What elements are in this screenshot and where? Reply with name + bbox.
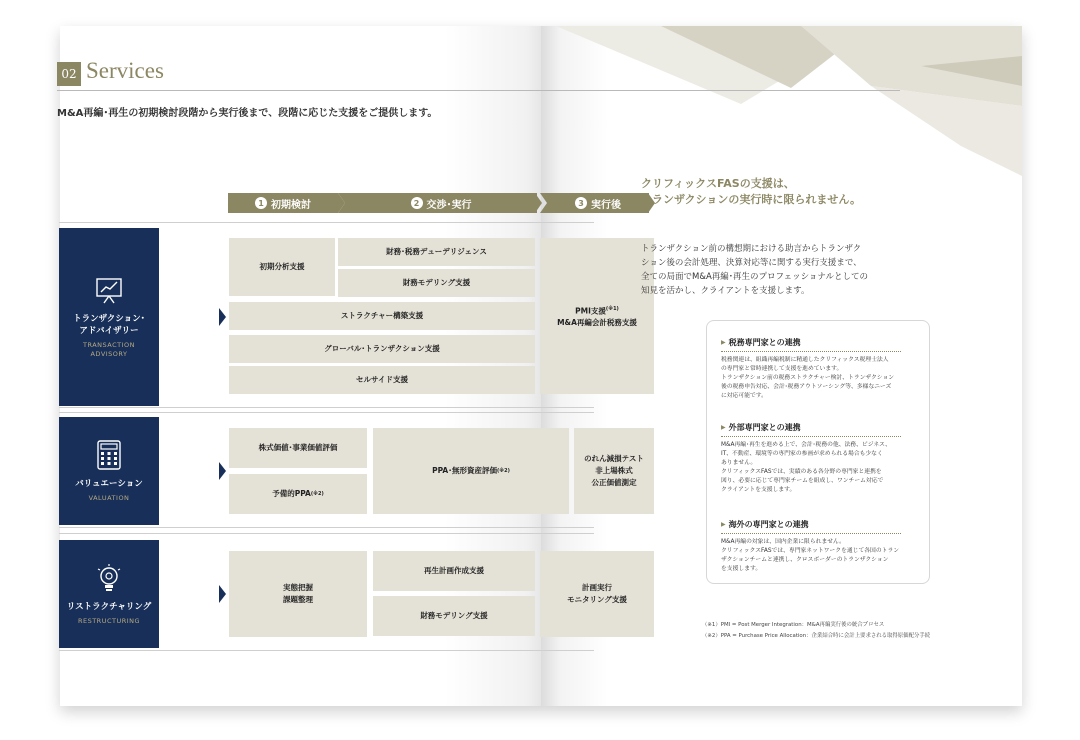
lead-text: M&A再編･再生の初期検討段階から実行後まで、段階に応じた支援をご提供します。 <box>57 108 438 119</box>
ppa-label: PPA･無形資産評価 <box>432 466 497 475</box>
phase-3-number: 3 <box>575 197 587 209</box>
cell-rehabilitation-plan: 再生計画作成支援 <box>373 551 535 591</box>
category-name: バリュエーション <box>75 478 143 489</box>
box-text-external <box>721 441 911 495</box>
phase-3-label <box>547 193 649 213</box>
category-transaction-advisory <box>59 228 159 406</box>
box-line: M&A再編の対象は、国内企業に限られません。 <box>721 539 845 545</box>
box-line: ありません。 <box>721 460 757 466</box>
category-english: VALUATION <box>88 493 130 502</box>
box-heading-external: ▶ 外部専門家との連携 <box>721 422 801 433</box>
footnote-2: （※2）PPA = Purchase Price Allocation：企業結合時に会計上要求される取得原価配分手続 <box>702 633 931 639</box>
phase-1-text: 初期検討 <box>271 199 311 211</box>
pmi-label-2: M&A再編会計税務支援 <box>557 318 637 328</box>
box-line: IT、不動産、環境等の専門家の参画が求められる場合も少なく <box>721 451 883 457</box>
impairment-line-3: 公正価値測定 <box>591 478 637 487</box>
right-body-line: 全ての局面でM&A再編･再生のプロフェッショナルとしての <box>641 272 869 282</box>
cell-due-diligence: 財務･税務デューデリジェンス <box>338 238 535 266</box>
cell-initial-analysis: 初期分析支援 <box>229 238 335 296</box>
exec-line-1: 計画実行 <box>582 583 612 592</box>
pmi-note-ref: (※1) <box>605 305 619 312</box>
cell-ppa-intangible <box>373 428 569 514</box>
phase-1-label <box>228 193 338 213</box>
assess-line-1: 実態把握 <box>283 583 313 592</box>
box-line: クリフィックスFASでは、専門家ネットワークを通じて各国のトラン <box>721 548 900 554</box>
phase-1-number: 1 <box>255 197 267 209</box>
box-heading-tax: ▶ 税務専門家との連携 <box>721 337 801 348</box>
ppa-note: (※2) <box>496 468 510 474</box>
collaboration-box <box>706 320 930 584</box>
prelim-ppa-note: (※2) <box>310 491 324 497</box>
category-pointer <box>219 308 226 326</box>
category-english: RESTRUCTURING <box>77 616 141 625</box>
cell-global-transaction: グローバル･トランザクション支援 <box>229 335 535 363</box>
category-name-2: アドバイザリー <box>79 326 139 336</box>
cell-restructuring-modeling: 財務モデリング支援 <box>373 596 535 636</box>
box-text-overseas <box>721 538 911 574</box>
category-pointer <box>219 585 226 603</box>
dotted-divider <box>721 436 901 437</box>
right-body-line: 知見を活かし、クライアントを支援します。 <box>641 286 810 296</box>
row-rule <box>59 527 594 528</box>
section-title: Services <box>86 58 164 83</box>
footnote-1: （※1）PMI = Post Merger Integration：M&A再編実行後の統合プロセス <box>702 622 885 628</box>
prelim-ppa-label: 予備的PPA <box>272 489 311 498</box>
assess-line-2: 課題整理 <box>283 595 313 604</box>
lightbulb-gear-icon <box>94 563 124 593</box>
right-body-line: トランザクション前の構想期における助言からトランザク <box>641 244 862 254</box>
section-number-badge: 02 <box>57 62 81 86</box>
cell-sell-side: セルサイド支援 <box>229 366 535 394</box>
phase-2-number: 2 <box>411 197 423 209</box>
box-line: クリフィックスFASでは、実績のある各分野の専門家と連携を <box>721 469 882 475</box>
box-line: トランザクション前の税務ストラクチャー検討、トランザクション <box>721 375 895 381</box>
box-line: に対応可能です。 <box>721 393 767 399</box>
calculator-icon <box>96 440 122 470</box>
box-line: ザクションチームと連携し、クロスボーダーのトランザクション <box>721 557 889 563</box>
category-english-2: ADVISORY <box>90 350 128 358</box>
row-rule <box>59 533 594 534</box>
category-valuation <box>59 417 159 525</box>
cell-stock-valuation: 株式価値･事業価値評価 <box>229 428 367 468</box>
cell-pmi-support <box>540 238 654 394</box>
box-line: クライアントを支援します。 <box>721 487 796 493</box>
row-rule <box>59 407 594 408</box>
cell-plan-execution <box>540 551 654 637</box>
box-line: M&A再編･再生を進める上で、会計･税務の他、法務、ビジネス、 <box>721 442 891 448</box>
category-english: TRANSACTION <box>82 341 135 349</box>
exec-line-2: モニタリング支援 <box>567 595 627 604</box>
right-headline <box>641 176 861 208</box>
category-name: リストラクチャリング <box>66 601 152 612</box>
row-rule <box>59 222 594 223</box>
box-heading-overseas: ▶ 海外の専門家との連携 <box>721 519 809 530</box>
right-headline-1: クリフィックスFASの支援は、 <box>641 177 795 190</box>
category-restructuring <box>59 540 159 648</box>
phase-2-label <box>345 193 537 213</box>
row-rule <box>59 650 594 651</box>
pmi-label: PMI支援 <box>575 306 606 316</box>
box-line: 後の税務申告対応、会計･税務アウトソーシング等、多様なニーズ <box>721 384 892 390</box>
category-pointer <box>219 462 226 480</box>
right-headline-2: トランザクションの実行時に限られません。 <box>641 193 861 206</box>
category-name: トランザクション･ <box>73 314 145 324</box>
impairment-line-2: 非上場株式 <box>595 466 633 475</box>
phase-3-text: 実行後 <box>591 199 621 211</box>
row-rule <box>59 412 594 413</box>
right-body <box>641 242 931 298</box>
dotted-divider <box>721 351 901 352</box>
impairment-line-1: のれん減損テスト <box>584 454 644 463</box>
right-body-line: ション後の会計処理、決算対応等に関する実行支援まで、 <box>641 258 862 268</box>
cell-financial-modeling: 財務モデリング支援 <box>338 269 535 297</box>
box-line: 図り、必要に応じて専門家チームを組成し、ワンチーム対応で <box>721 478 884 484</box>
cell-structuring: ストラクチャー構築支援 <box>229 302 535 330</box>
box-line: の専門家と常時連携して支援を進めています。 <box>721 366 843 372</box>
cell-situation-assessment <box>229 551 367 637</box>
cell-impairment-test <box>574 428 654 514</box>
phase-2-text: 交渉･実行 <box>426 199 472 211</box>
dotted-divider <box>721 533 901 534</box>
cell-preliminary-ppa <box>229 474 367 514</box>
box-line: 税務関連は、組織再編税制に精通したクリフィックス税理士法人 <box>721 357 889 363</box>
box-text-tax <box>721 356 911 401</box>
presentation-chart-icon <box>94 275 124 305</box>
box-line: を支援します。 <box>721 566 762 572</box>
